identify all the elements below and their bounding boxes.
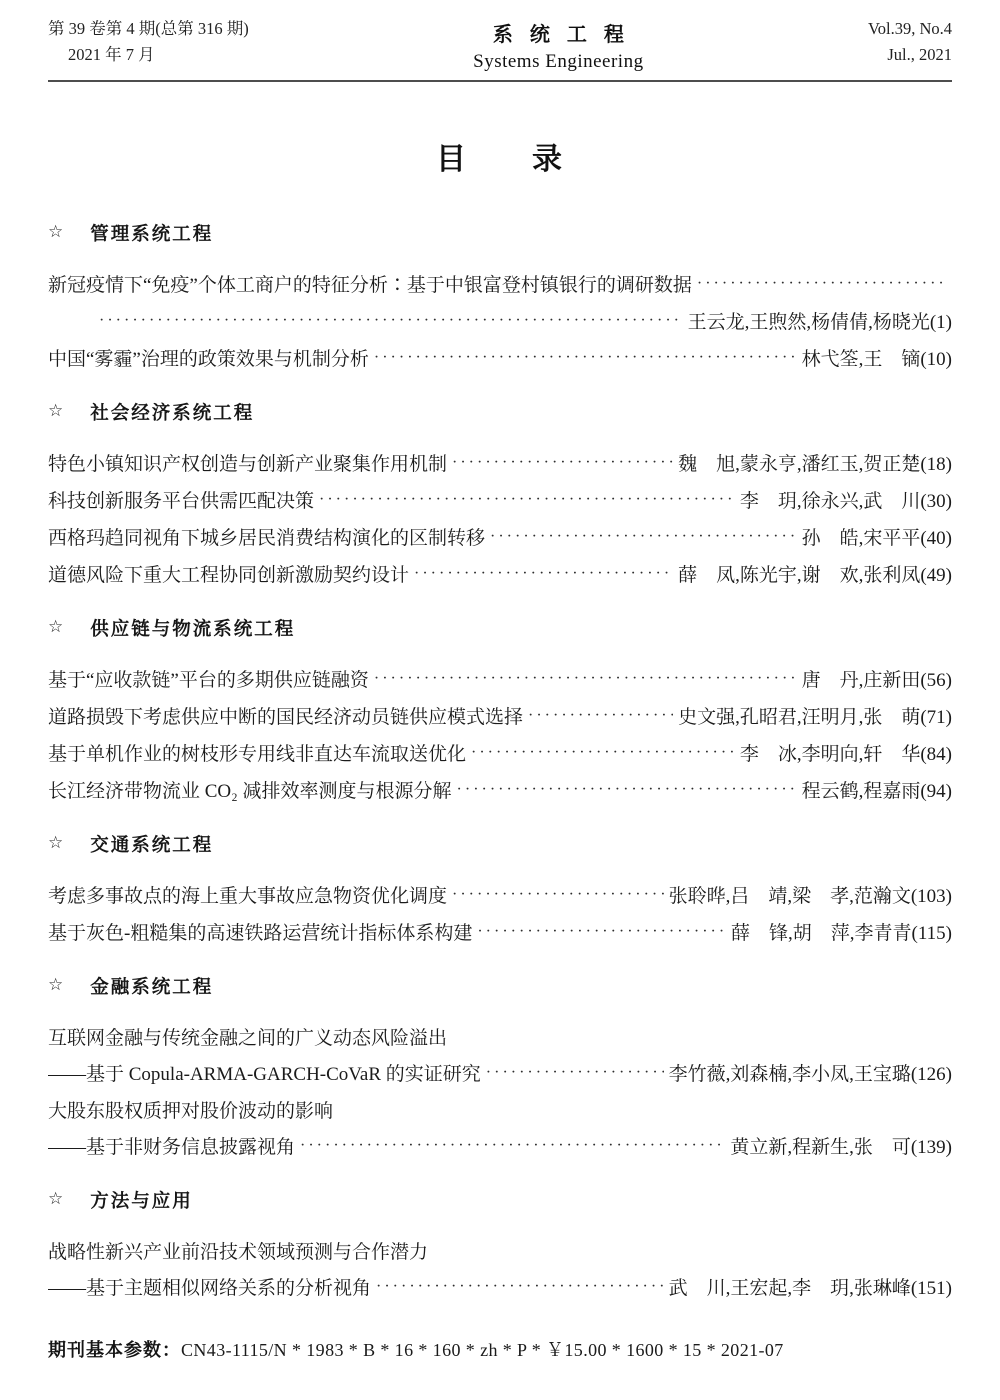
article-title: 基于灰色-粗糙集的高速铁路运营统计指标体系构建 xyxy=(48,923,473,944)
star-icon: ☆ xyxy=(48,975,64,994)
dot-leader xyxy=(452,448,673,477)
journal-parameters xyxy=(48,1336,952,1362)
article-title: 长江经济带物流业 CO₂ 减排效率测度与根源分解 xyxy=(48,781,452,802)
star-icon: ☆ xyxy=(48,222,64,241)
toc-entry-subtitle xyxy=(48,1275,952,1304)
dot-leader xyxy=(414,559,673,588)
section-title: 交通系统工程 xyxy=(90,834,214,855)
journal-title-en: Systems Engineering xyxy=(473,51,644,72)
article-title: 西格玛趋同视角下城乡居民消费结构演化的区制转移 xyxy=(48,528,486,549)
volume-number: Vol.39, No.4 xyxy=(867,19,952,38)
issue-number: 第 39 卷第 4 期(总第 316 期) xyxy=(48,19,249,38)
article-title: 互联网金融与传统金融之间的广义动态风险溢出 xyxy=(48,1028,448,1049)
dot-leader xyxy=(486,1058,664,1087)
dot-leader xyxy=(300,1131,725,1160)
star-icon: ☆ xyxy=(48,1189,64,1208)
toc-entry xyxy=(48,778,952,807)
toc-entry xyxy=(48,346,952,375)
section-title: 金融系统工程 xyxy=(90,976,214,997)
article-title: 科技创新服务平台供需匹配决策 xyxy=(48,491,315,512)
toc-entry xyxy=(48,1098,952,1126)
dot-leader xyxy=(374,343,797,372)
issue-date: 2021 年 7 月 xyxy=(68,45,155,64)
article-title: 考虑多事故点的海上重大事故应急物资优化调度 xyxy=(48,886,448,907)
article-title: 基于“应收款链”平台的多期供应链融资 xyxy=(48,670,369,691)
journal-header xyxy=(48,16,952,73)
dot-leader xyxy=(697,269,947,298)
dot-leader xyxy=(528,701,673,730)
toc-entry xyxy=(48,272,952,301)
toc-entry-continuation xyxy=(48,309,952,338)
toc-entry xyxy=(48,525,952,554)
section-title: 供应链与物流系统工程 xyxy=(90,618,296,639)
toc-entry xyxy=(48,741,952,770)
dot-leader xyxy=(99,306,683,335)
section-heading-transport xyxy=(48,831,952,857)
toc-entry xyxy=(48,704,952,733)
toc-entry xyxy=(48,920,952,949)
header-divider xyxy=(48,80,952,82)
volume-info xyxy=(868,16,952,68)
article-authors: 孙 皓,宋平平(40) xyxy=(801,528,952,549)
article-title: 大股东股权质押对股价波动的影响 xyxy=(48,1101,334,1122)
article-subtitle: ——基于主题相似网络关系的分析视角 xyxy=(48,1278,372,1299)
issue-info xyxy=(48,16,249,68)
toc-entry xyxy=(48,883,952,912)
article-title: 特色小镇知识产权创造与创新产业聚集作用机制 xyxy=(48,454,448,475)
star-icon: ☆ xyxy=(48,617,64,636)
page-title: 目 录 xyxy=(436,143,564,176)
journal-title-block xyxy=(473,16,643,73)
toc-entry xyxy=(48,667,952,696)
dot-leader xyxy=(319,485,735,514)
article-authors: 李 冰,李明向,轩 华(84) xyxy=(739,744,952,765)
dot-leader xyxy=(374,664,797,693)
section-heading-socioeconomic xyxy=(48,399,952,425)
section-heading-finance xyxy=(48,973,952,999)
section-heading-management xyxy=(48,220,952,246)
toc-entry-subtitle xyxy=(48,1134,952,1163)
article-authors: 武 川,王宏起,李 玥,张琳峰(151) xyxy=(668,1278,952,1299)
article-title: 道德风险下重大工程协同创新激励契约设计 xyxy=(48,565,410,586)
star-icon: ☆ xyxy=(48,833,64,852)
article-authors: 史文强,孔昭君,汪明月,张 萌(71) xyxy=(678,707,952,728)
article-authors: 魏 旭,蒙永亨,潘红玉,贺正楚(18) xyxy=(678,454,952,475)
section-title: 方法与应用 xyxy=(90,1190,193,1211)
article-authors: 王云龙,王煦然,杨倩倩,杨晓光(1) xyxy=(687,312,952,333)
section-title: 社会经济系统工程 xyxy=(90,402,255,423)
article-subtitle: ——基于非财务信息披露视角 xyxy=(48,1137,296,1158)
article-title: 中国“雾霾”治理的政策效果与机制分析 xyxy=(48,349,369,370)
article-subtitle: ——基于 Copula-ARMA-GARCH-CoVaR 的实证研究 xyxy=(48,1064,481,1085)
article-authors: 程云鹤,程嘉雨(94) xyxy=(801,781,952,802)
section-title: 管理系统工程 xyxy=(90,223,214,244)
article-authors: 李竹薇,刘森楠,李小凤,王宝璐(126) xyxy=(668,1064,952,1085)
article-authors: 张聆晔,吕 靖,梁 孝,范瀚文(103) xyxy=(668,886,952,907)
volume-date: Jul., 2021 xyxy=(887,45,952,64)
article-authors: 李 玥,徐永兴,武 川(30) xyxy=(739,491,952,512)
toc-entry xyxy=(48,1239,952,1267)
article-authors: 薛 锋,胡 萍,李青青(115) xyxy=(731,923,952,944)
article-title: 战略性新兴产业前沿技术领域预测与合作潜力 xyxy=(48,1242,429,1263)
toc-entry xyxy=(48,1025,952,1053)
toc-entry-subtitle xyxy=(48,1061,952,1090)
dot-leader xyxy=(490,522,797,551)
article-title: 基于单机作业的树枝形专用线非直达车流取送优化 xyxy=(48,744,467,765)
article-authors: 林弋筌,王 镝(10) xyxy=(801,349,952,370)
section-heading-supplychain xyxy=(48,615,952,641)
toc-entry xyxy=(48,488,952,517)
article-authors: 薛 凤,陈光宇,谢 欢,张利凤(49) xyxy=(678,565,952,586)
dot-leader xyxy=(457,775,797,804)
journal-title-cn: 系统工程 xyxy=(492,24,641,46)
dot-leader xyxy=(477,917,726,946)
section-heading-methods xyxy=(48,1187,952,1213)
article-authors: 唐 丹,庄新田(56) xyxy=(801,670,952,691)
article-title: 新冠疫情下“免疫”个体工商户的特征分析∶基于中银富登村镇银行的调研数据 xyxy=(48,275,692,296)
star-icon: ☆ xyxy=(48,401,64,420)
dot-leader xyxy=(376,1272,664,1301)
dot-leader xyxy=(452,880,664,909)
article-authors: 黄立新,程新生,张 可(139) xyxy=(730,1137,952,1158)
parameters-label: 期刊基本参数： xyxy=(48,1340,181,1360)
article-title: 道路损毁下考虑供应中断的国民经济动员链供应模式选择 xyxy=(48,707,524,728)
dot-leader xyxy=(471,738,735,767)
toc-entry xyxy=(48,451,952,480)
parameters-value: CN43-1115/N * 1983 * B * 16 * 160 * zh * P * ￥15.00 * 1600 * 15 * 2021-07 xyxy=(181,1340,784,1360)
toc-entry xyxy=(48,562,952,591)
